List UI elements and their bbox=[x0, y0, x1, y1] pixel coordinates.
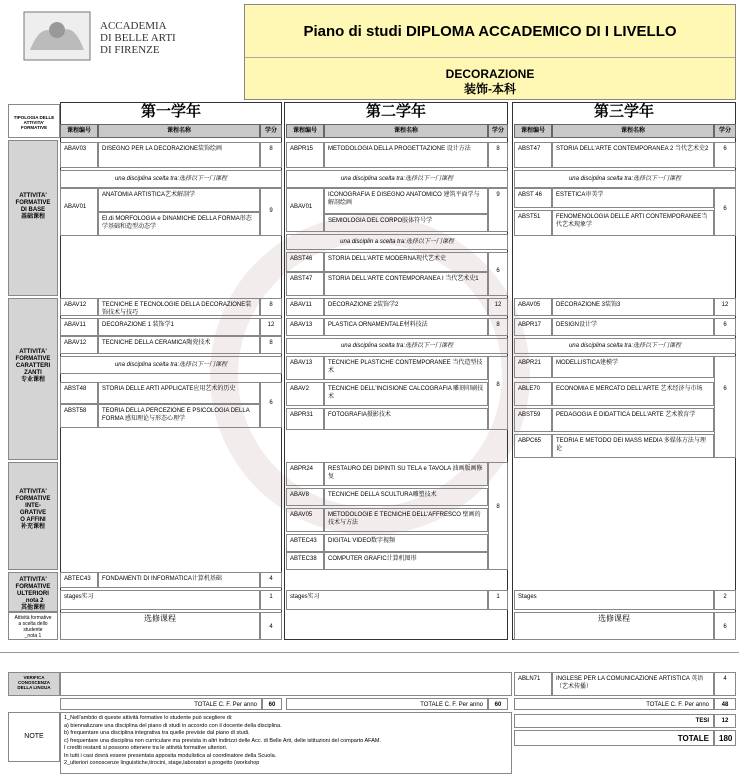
y3-c3c-name: PEDAGOGIA E DIDATTICA DELL'ARTE 艺术教育学 bbox=[552, 408, 714, 432]
tesi-value: 12 bbox=[714, 714, 736, 728]
y1-c3-cr: 8 bbox=[260, 336, 282, 354]
page-title: Piano di studi DIPLOMA ACCADEMICO DI I LIVELLO bbox=[303, 23, 677, 40]
note-line: 2_ulteriori conoscenze linguistiche,tirocini, stage,laboratori a progetto (workshop bbox=[64, 760, 260, 766]
y1-u2-name: stages实习 bbox=[60, 590, 260, 610]
y2-c2-name: PLASTICA ORNAMENTALE材料技法 bbox=[324, 318, 488, 336]
y3-choose-2: una disciplina scelta tra:选择以下一门课程 bbox=[514, 338, 736, 354]
y1-c4a-name: STORIA DELLE ARTI APPLICATE应用艺术的历史 bbox=[98, 382, 260, 404]
y3-c3b-name: ECONOMIA E MERCATO DELL'ARTE 艺术经济与市场 bbox=[552, 382, 714, 406]
y2-i1-name: RESTAURO DEI DIPINTI SU TELA e TAVOLA 油画版画修复 bbox=[324, 462, 488, 486]
y2-i3-name: METODOLOGIE E TECNICHE DELL'AFFRESCO 壁画的技术与方法 bbox=[324, 508, 488, 532]
y2-c3a-code: ABAV13 bbox=[286, 356, 324, 380]
y2-r2b-name: SEMIOLOGIA DEL CORPO肢体符号学 bbox=[324, 214, 488, 232]
y3-c2-name: DESIGN设计学 bbox=[552, 318, 714, 336]
y2-r1-name: METODOLOGIA DELLA PROGETTAZIONE 设计方法 bbox=[324, 142, 488, 168]
y2-i-cr: 8 bbox=[488, 462, 508, 570]
y3-c3d-name: TEORIA E METODO DEI MASS MEDIA 多媒体方法与理论 bbox=[552, 434, 714, 458]
y1-code-header: 课程编号 bbox=[60, 124, 98, 138]
y3-r2b-name: FENOMENOLOGIA DELLE ARTI CONTEMPORANEE当代艺术现象学 bbox=[552, 210, 714, 236]
y2-c1-name: DECORAZIONE 2装饰学2 bbox=[324, 298, 488, 316]
y2-u2-cr: 1 bbox=[488, 590, 508, 610]
y2-i5-code: ABTEC38 bbox=[286, 552, 324, 570]
y1-r2b-name: El.di MORFOLOGIA e DINAMICHE DELLA FORMA形态学基础和造型动态学 bbox=[98, 212, 260, 236]
y3-u2-cr: 2 bbox=[714, 590, 736, 610]
y2-u2-name: stages实习 bbox=[286, 590, 488, 610]
y1-c4a-code: ABST48 bbox=[60, 382, 98, 404]
tot1-value: 60 bbox=[262, 698, 282, 710]
y1-c4b-name: TEORIA DELLA PERCEZIONE E PSICOLOGIA DELLA FORMA 感知理论与形态心理学 bbox=[98, 404, 260, 428]
degree-it: DECORAZIONE bbox=[445, 67, 535, 81]
y2-c3-cr: 8 bbox=[488, 356, 508, 430]
tot2-label: TOTALE C. F. Per anno bbox=[286, 698, 488, 710]
side-header: TIPOLOGIA DELLE ATTIVITA' FORMATIVE bbox=[8, 104, 60, 138]
y3-c1-cr: 12 bbox=[714, 298, 736, 316]
note-line: c) frequentare una disciplina non curriculare ma prevista in altri indirizzi delle Acc. di Belle Arti, delle istituzioni del comparto AFAM. bbox=[64, 737, 382, 744]
category-integrative: ATTIVITA' FORMATIVE INTE- GRATIVE O AFFINI 补充课程 bbox=[8, 462, 58, 570]
y1-r1-name: DISEGNO PER LA DECORAZIONE装饰绘画 bbox=[98, 142, 260, 168]
y2-c2-code: ABAV13 bbox=[286, 318, 324, 336]
totale-label: TOTALE bbox=[514, 730, 714, 746]
y3-c3c-code: ABST59 bbox=[514, 408, 552, 432]
y3-scelta-name: 选修课程 bbox=[514, 612, 714, 640]
tesi-label: TESI bbox=[514, 714, 714, 728]
tot3-value: 48 bbox=[714, 698, 736, 710]
y3-c3a-name: MODELLISTICA建模学 bbox=[552, 356, 714, 378]
y2-c2-cr: 8 bbox=[488, 318, 508, 336]
lingua-cr: 4 bbox=[714, 672, 736, 696]
y3-c1-code: ABAV05 bbox=[514, 298, 552, 316]
y2-c3b-name: TECNICHE DELL'INCISIONE CALCOGRAFIA 雕刻印刷技术 bbox=[324, 382, 488, 406]
y1-u1-code: ABTEC43 bbox=[60, 572, 98, 588]
y3-c3a-code: ABPR21 bbox=[514, 356, 552, 378]
category-ulteriori: ATTIVITA' FORMATIVE ULTERIORI _nota 2 其他课程 bbox=[8, 572, 58, 612]
y2-r2a-name: ICONOGRAFIA E DISEGNO ANATOMICO 建筑平面学与解剖绘画 bbox=[324, 188, 488, 214]
y1-choose-2: una disciplina scelta tra:选择以下一门课程 bbox=[60, 356, 282, 374]
y1-c2-code: ABAV11 bbox=[60, 318, 98, 336]
y3-c2-code: ABPR17 bbox=[514, 318, 552, 336]
title-box bbox=[244, 4, 736, 100]
y2-c3c-code: ABPR31 bbox=[286, 408, 324, 430]
y2-code-header: 课程编号 bbox=[286, 124, 324, 138]
y1-r2-cr: 9 bbox=[260, 188, 282, 236]
y2-choose-2: una disciplin a scelta tra:选择以下一门课程 bbox=[286, 234, 508, 250]
year1-title: 第一学年 bbox=[140, 103, 201, 120]
y3-r2-cr: 6 bbox=[714, 188, 736, 236]
lingua-label: VERIFICA CONOSCENZA DELLA LINGUA bbox=[8, 672, 60, 696]
y1-u1-cr: 4 bbox=[260, 572, 282, 588]
logo-line-1: ACCADEMIA bbox=[100, 20, 167, 32]
y3-r2b-code: ABST51 bbox=[514, 210, 552, 236]
y1-u1-name: FONDAMENTI DI INFORMATICA计算机基础 bbox=[98, 572, 260, 588]
y3-name-header: 课程名称 bbox=[552, 124, 714, 138]
y1-u2-cr: 1 bbox=[260, 590, 282, 610]
y2-r3b-code: ABST47 bbox=[286, 272, 324, 296]
y3-credits-header: 学分 bbox=[714, 124, 736, 138]
y1-scelta-name: 选修课程 bbox=[60, 612, 260, 640]
tot3-label: TOTALE C. F. Per anno bbox=[514, 698, 714, 710]
y3-c1-name: DECORAZIONE 3装饰3 bbox=[552, 298, 714, 316]
y2-i2-code: ABAV8 bbox=[286, 488, 324, 506]
y1-c3-name: TECNICHE DELLA CERAMICA陶瓷技术 bbox=[98, 336, 260, 354]
degree-title bbox=[245, 67, 735, 97]
y2-i2-name: TECNICHE DELLA SCULTURA雕塑技术 bbox=[324, 488, 488, 506]
y3-c2-cr: 6 bbox=[714, 318, 736, 336]
y2-r3-cr: 6 bbox=[488, 252, 508, 296]
y2-choose: una disciplina scelta tra:选择以下一门课程 bbox=[286, 170, 508, 188]
y1-scelta-cr: 4 bbox=[260, 612, 282, 640]
y2-r2-code: ABAV01 bbox=[286, 188, 324, 232]
year3-title: 第三学年 bbox=[593, 103, 654, 120]
y1-c4-cr: 6 bbox=[260, 382, 282, 428]
lingua-name: INGLESE PER LA COMUNICAZIONE ARTISTICA 英语（艺术传播） bbox=[552, 672, 714, 696]
y1-name-header: 课程名称 bbox=[98, 124, 260, 138]
y1-c1-code: ABAV12 bbox=[60, 298, 98, 316]
tot1-label: TOTALE C. F. Per anno bbox=[60, 698, 262, 710]
logo-line-3: DI FIRENZE bbox=[100, 44, 160, 56]
y1-credits-header: 学分 bbox=[260, 124, 282, 138]
y2-c3a-name: TECNICHE PLASTICHE CONTEMPORANEE 当代造型技术 bbox=[324, 356, 488, 380]
y2-r3a-code: ABST46 bbox=[286, 252, 324, 272]
y2-r3b-name: STORIA DELL'ARTE CONTEMPORANEA I 当代艺术史1 bbox=[324, 272, 488, 296]
logo-line-2: DI BELLE ARTI bbox=[100, 32, 176, 44]
y2-c1-code: ABAV11 bbox=[286, 298, 324, 316]
y3-code-header: 课程编号 bbox=[514, 124, 552, 138]
y1-c1-name: TECNICHE E TECNOLOGIE DELLA DECORAZIONE装饰技术与技巧 bbox=[98, 298, 260, 316]
y1-c3-code: ABAV12 bbox=[60, 336, 98, 354]
note-line: In tutti i casi dovrà essere presentata apposita modulistica al coordinatore della Scuola. bbox=[64, 752, 277, 759]
y2-i5-name: COMPUTER GRAFIC计算机图形 bbox=[324, 552, 488, 570]
y2-r1-code: ABPR15 bbox=[286, 142, 324, 168]
y3-r1-code: ABST47 bbox=[514, 142, 552, 168]
category-base: ATTIVITA' FORMATIVE DI BASE 基础课程 bbox=[8, 140, 58, 296]
y1-c4b-code: ABST58 bbox=[60, 404, 98, 428]
note-line: 1_Nell'ambito di queste attività formative lo studente può scegliere di: bbox=[64, 715, 233, 721]
lingua-code: ABLN71 bbox=[514, 672, 552, 696]
y2-name-header: 课程名称 bbox=[324, 124, 488, 138]
y3-r1-name: STORIA DELL'ARTE CONTEMPORANEA 2 当代艺术史2 bbox=[552, 142, 714, 168]
y3-u2-name: Stages bbox=[514, 590, 714, 610]
y3-choose: una disciplina scelta tra:选择以下一门课程 bbox=[514, 170, 736, 188]
y2-choose-3: una disciplina scelta tra:选择以下一门课程 bbox=[286, 338, 508, 354]
notes-box bbox=[60, 712, 512, 774]
y2-credits-header: 学分 bbox=[488, 124, 508, 138]
category-scelta: Attività formative a scelta dello studente _nota 1 bbox=[8, 612, 58, 640]
degree-zh: 装饰-本科 bbox=[464, 82, 516, 96]
totale-value: 180 bbox=[714, 730, 736, 746]
y1-c2-name: DECORAZIONE 1 装饰学1 bbox=[98, 318, 260, 336]
y1-c2-cr: 12 bbox=[260, 318, 282, 336]
note-label: NOTE bbox=[8, 712, 60, 762]
y1-c1-cr: 8 bbox=[260, 298, 282, 316]
note-line: I crediti restanti si possono ottenere tra le attività formative ulteriori. bbox=[64, 745, 228, 751]
y2-c3c-name: FOTOGRAFIA摄影技术 bbox=[324, 408, 488, 430]
y1-r1-code: ABAV03 bbox=[60, 142, 98, 168]
note-line: b) frequentare una disciplina integrativa tra quelle previste dal piano di studi. bbox=[64, 730, 250, 736]
y2-i4-code: ABTEC43 bbox=[286, 534, 324, 552]
category-caratterizzanti: ATTIVITA' FORMATIVE CARATTERI ZANTI 专业课程 bbox=[8, 298, 58, 460]
y2-i4-name: DIGITAL VIDEO数字视频 bbox=[324, 534, 488, 552]
y2-r1-cr: 8 bbox=[488, 142, 508, 168]
y3-r1-cr: 6 bbox=[714, 142, 736, 168]
academy-emblem-icon bbox=[22, 10, 92, 62]
tot2-value: 60 bbox=[488, 698, 508, 710]
y1-r2-code: ABAV01 bbox=[60, 188, 98, 236]
y1-r2a-name: ANATOMIA ARTISTICA艺术解剖学 bbox=[98, 188, 260, 212]
academy-logo bbox=[22, 8, 232, 68]
y1-choose: una disciplina scelta tra:选择以下一门课程 bbox=[60, 170, 282, 188]
y2-r2-cr: 9 bbox=[488, 188, 508, 232]
y2-c3b-code: ABAV2 bbox=[286, 382, 324, 406]
year2-title: 第二学年 bbox=[365, 103, 426, 120]
note-line: a) biennalizzare una disciplina del piano di studi in accordo con il docente della disciplina. bbox=[64, 722, 282, 729]
y3-r2a-code: ABST 46 bbox=[514, 188, 552, 208]
lingua-empty bbox=[60, 672, 512, 696]
y3-scelta-cr: 6 bbox=[714, 612, 736, 640]
y3-r2a-name: ESTETICA审美学 bbox=[552, 188, 714, 208]
y3-c3b-code: ABLE70 bbox=[514, 382, 552, 406]
y2-c1-cr: 12 bbox=[488, 298, 508, 316]
y3-c3-cr: 6 bbox=[714, 356, 736, 458]
y2-r3a-name: STORIA DELL'ARTE MODERNA现代艺术史 bbox=[324, 252, 488, 272]
y2-i1-code: ABPR24 bbox=[286, 462, 324, 486]
y1-r1-cr: 8 bbox=[260, 142, 282, 168]
y2-i3-code: ABAV05 bbox=[286, 508, 324, 532]
y3-c3d-code: ABPC65 bbox=[514, 434, 552, 458]
